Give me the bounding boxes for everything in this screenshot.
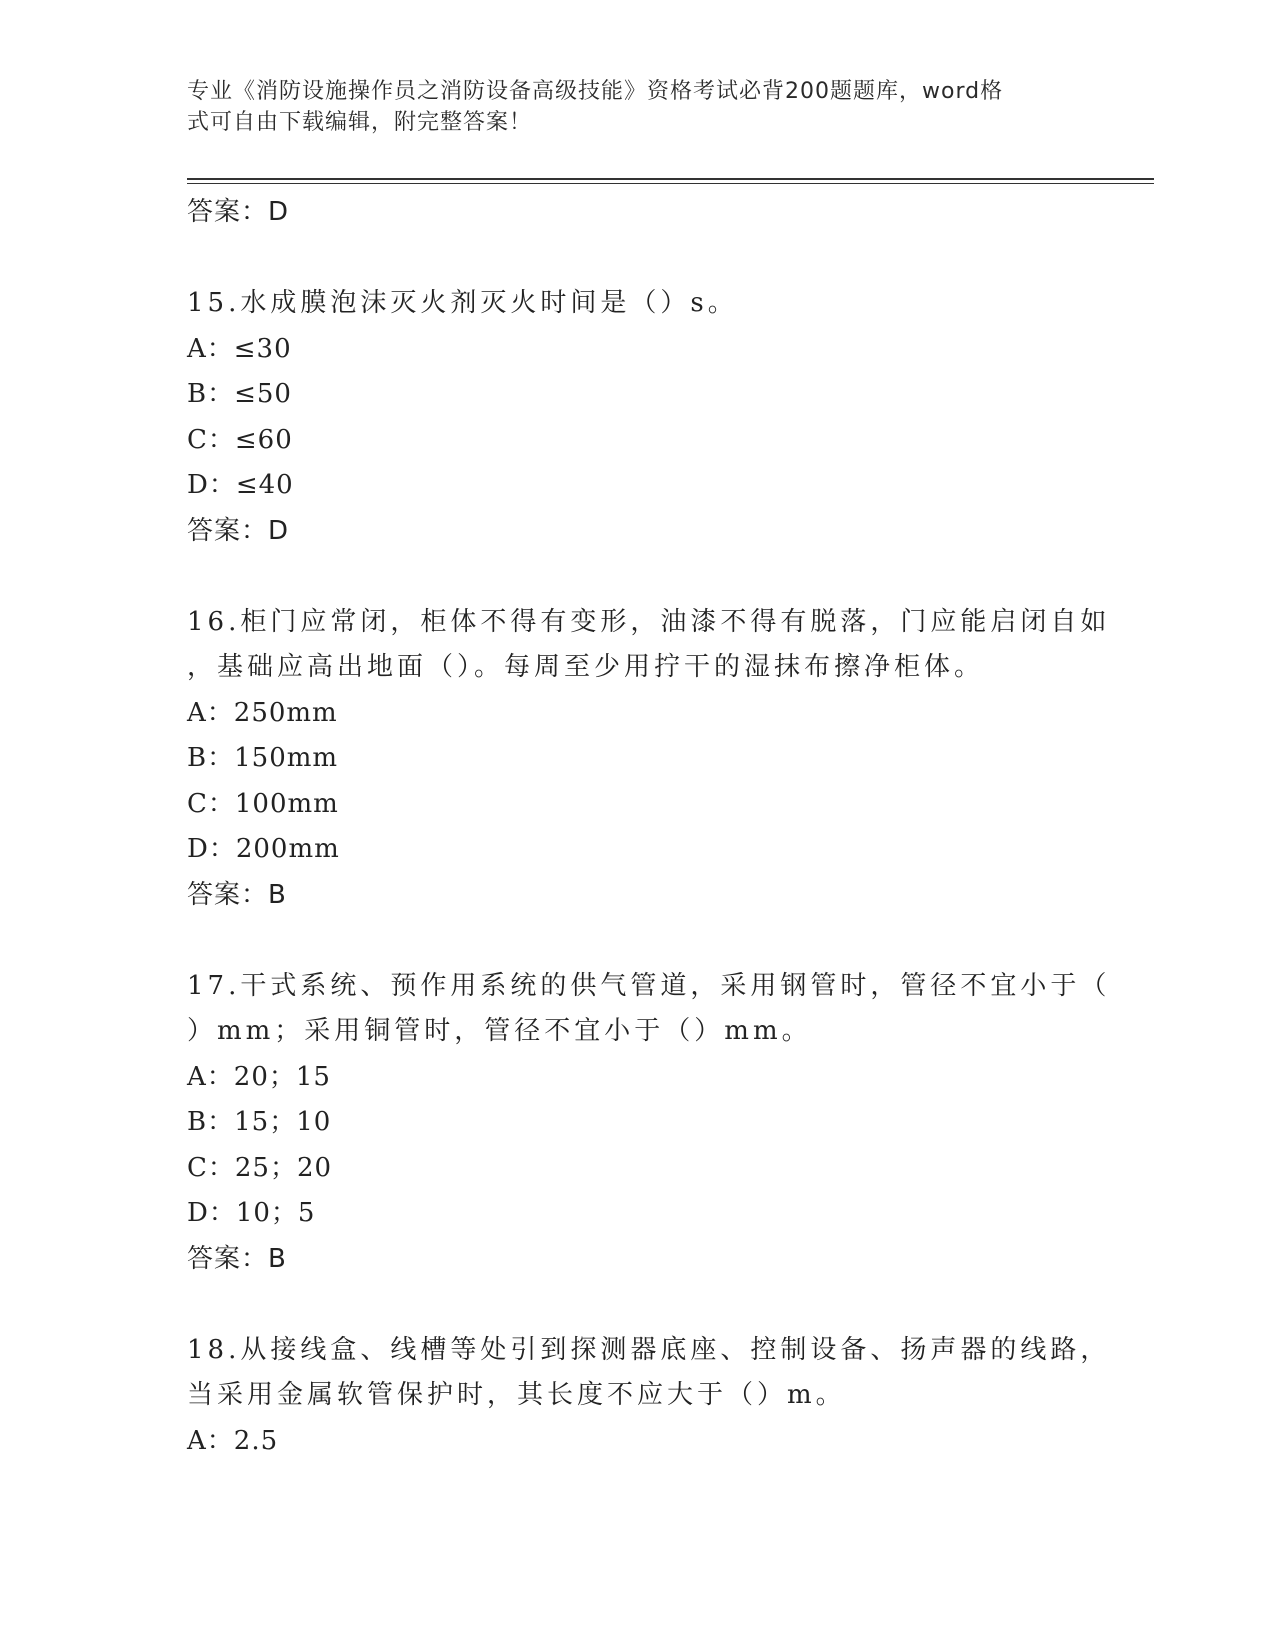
question-16 xyxy=(187,600,1111,918)
header-divider-thick xyxy=(187,178,1154,180)
option-a: A：2.5 xyxy=(187,1425,279,1456)
question-text: 17.干式系统、预作用系统的供气管道，采用钢管时，管径不宜小于（ xyxy=(187,970,1111,1001)
answer-line: 答案：D xyxy=(187,515,290,546)
option-a: A：20；15 xyxy=(187,1061,331,1092)
question-text: 16.柜门应常闭，柜体不得有变形，油漆不得有脱落，门应能启闭自如 xyxy=(187,606,1111,637)
page-header xyxy=(187,76,1067,138)
option-d: D：≤40 xyxy=(187,470,294,500)
option-c: C：≤60 xyxy=(187,424,293,455)
option-c: C：100mm xyxy=(187,788,339,819)
answer-line: 答案：B xyxy=(187,879,287,910)
question-text-continued: ）mm；采用铜管时，管径不宜小于（）mm。 xyxy=(187,1016,812,1046)
option-a: A：250mm xyxy=(187,697,338,728)
question-text: 15.水成膜泡沫灭火剂灭火时间是（）s。 xyxy=(187,288,738,318)
option-d: D：200mm xyxy=(187,834,340,864)
option-b: B：≤50 xyxy=(187,379,292,409)
question-text: 18.从接线盒、线槽等处引到探测器底座、控制设备、扬声器的线路， xyxy=(187,1334,1111,1365)
option-b: B：15；10 xyxy=(187,1107,332,1137)
answer-line: 答案：B xyxy=(187,1243,287,1274)
header-divider-thin xyxy=(187,183,1154,184)
option-a: A：≤30 xyxy=(187,333,292,364)
question-list xyxy=(187,190,1111,1464)
answer-line: 答案：D xyxy=(187,197,290,227)
option-d: D：10；5 xyxy=(187,1198,316,1228)
option-b: B：150mm xyxy=(187,743,339,773)
header-line-2: 式可自由下载编辑，附完整答案！ xyxy=(187,110,533,135)
option-c: C：25；20 xyxy=(187,1152,333,1183)
question-text-continued: 当采用金属软管保护时，其长度不应大于（）m。 xyxy=(187,1380,846,1410)
header-line-1: 专业《消防设施操作员之消防设备高级技能》资格考试必背200题题库，word格 xyxy=(187,79,1004,104)
question-text-continued: ，基础应高出地面（）。每周至少用拧干的湿抹布擦净柜体。 xyxy=(187,652,985,682)
question-15 xyxy=(187,281,1087,554)
question-17 xyxy=(187,964,1111,1282)
question-18 xyxy=(187,1328,1111,1465)
